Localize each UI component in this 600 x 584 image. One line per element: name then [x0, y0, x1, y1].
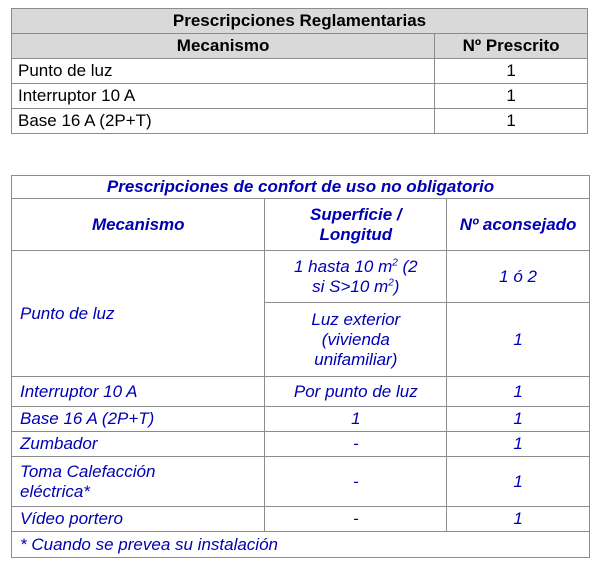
cell-text: ): [393, 276, 400, 296]
table1-title: Prescripciones Reglamentarias: [12, 9, 588, 34]
table1-header-prescrito: Nº Prescrito: [435, 34, 588, 59]
cell-text: (vivienda: [321, 329, 390, 349]
table-cell: Vídeo portero: [12, 507, 265, 532]
table-cell: -: [265, 432, 447, 457]
table2-header-mecanismo: Mecanismo: [12, 199, 265, 251]
table-cell: Por punto de luz: [265, 377, 447, 407]
table-cell: 1: [447, 407, 590, 432]
table-row: [12, 84, 588, 109]
table-cell: Base 16 A (2P+T): [12, 109, 435, 134]
cell-text: si S>10 m: [312, 276, 389, 296]
table-row: [12, 407, 590, 432]
table-cell: Zumbador: [12, 432, 265, 457]
table-row: [12, 457, 590, 507]
cell-text: unifamiliar): [314, 349, 398, 369]
table-cell: 1 ó 2: [447, 251, 590, 303]
table-cell: Punto de luz: [12, 59, 435, 84]
table-row: [12, 109, 588, 134]
table1-header-mecanismo: Mecanismo: [12, 34, 435, 59]
cell-text: 1 hasta 10 m: [293, 256, 393, 276]
table2-header-superficie: [265, 199, 447, 251]
table-cell: 1: [435, 109, 588, 134]
prescripciones-reglamentarias-table: [11, 8, 588, 134]
table-cell: 1: [447, 303, 590, 377]
table2-title: Prescripciones de confort de uso no obligatorio: [12, 176, 590, 199]
table-cell: Punto de luz: [12, 251, 265, 377]
table-row: [12, 377, 590, 407]
table-cell: [265, 251, 447, 303]
table-cell: 1: [447, 432, 590, 457]
table-cell: 1: [435, 84, 588, 109]
cell-text: (2: [397, 256, 418, 276]
table-cell: Interruptor 10 A: [12, 377, 265, 407]
table-cell: -: [265, 457, 447, 507]
cell-text: Toma Calefacción: [20, 461, 156, 481]
table-cell: Interruptor 10 A: [12, 84, 435, 109]
table-cell: [12, 457, 265, 507]
table-row: [12, 507, 590, 532]
table-row: [12, 532, 590, 558]
table-cell: 1: [447, 457, 590, 507]
superscript: 2: [392, 256, 398, 268]
table-row: [12, 251, 590, 303]
table-row: [12, 59, 588, 84]
superscript: 2: [388, 276, 394, 288]
table-cell: 1: [435, 59, 588, 84]
table-cell: Base 16 A (2P+T): [12, 407, 265, 432]
table2-header-aconsejado: Nº aconsejado: [447, 199, 590, 251]
table-cell: 1: [447, 507, 590, 532]
table-row: [12, 432, 590, 457]
prescripciones-confort-table: [11, 175, 590, 558]
table-cell: 1: [447, 377, 590, 407]
header-superficie-line2: Longitud: [319, 224, 393, 244]
table2-footnote: * Cuando se prevea su instalación: [12, 532, 590, 558]
header-superficie-line1: Superficie /: [309, 204, 402, 224]
table-cell: 1: [265, 407, 447, 432]
table-cell: -: [265, 507, 447, 532]
cell-text: eléctrica*: [20, 481, 90, 501]
table-cell: [265, 303, 447, 377]
cell-text: Luz exterior: [311, 309, 401, 329]
